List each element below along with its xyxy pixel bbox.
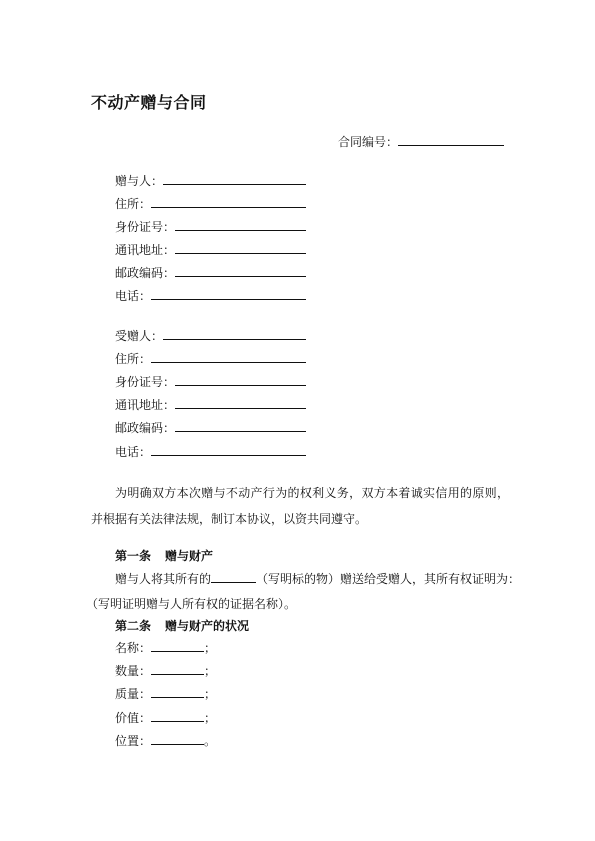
property-location-blank[interactable] bbox=[151, 733, 204, 745]
donor-phone-field bbox=[115, 288, 306, 303]
property-quantity-label: 数量： bbox=[115, 664, 152, 678]
donor-phone-blank[interactable] bbox=[151, 288, 306, 300]
donor-address-field bbox=[115, 196, 306, 211]
property-name-end: ； bbox=[204, 641, 217, 655]
property-name-field bbox=[115, 640, 216, 655]
property-value-blank[interactable] bbox=[151, 710, 204, 722]
contract-number-field bbox=[338, 133, 504, 150]
donor-phone-label: 电话： bbox=[115, 289, 152, 303]
donor-id-label: 身份证号： bbox=[115, 220, 176, 234]
donor-id-field bbox=[115, 219, 306, 234]
donee-phone-label: 电话： bbox=[115, 445, 152, 459]
property-quality-label: 质量： bbox=[115, 687, 152, 701]
article-2-heading bbox=[115, 617, 249, 634]
donee-name-blank[interactable] bbox=[163, 328, 306, 340]
donor-address-label: 住所： bbox=[115, 197, 152, 211]
donee-id-label: 身份证号： bbox=[115, 375, 176, 389]
article-1-text-before: 赠与人将其所有的 bbox=[115, 572, 212, 586]
donee-id-blank[interactable] bbox=[175, 374, 306, 386]
property-value-label: 价值： bbox=[115, 711, 152, 725]
donor-postcode-field bbox=[115, 265, 306, 280]
property-location-field bbox=[115, 733, 216, 748]
property-quality-field bbox=[115, 686, 216, 701]
article-2-title: 赠与财产的状况 bbox=[165, 619, 250, 633]
contract-number-label: 合同编号： bbox=[338, 135, 399, 149]
contract-number-blank[interactable] bbox=[398, 133, 504, 146]
property-value-field bbox=[115, 710, 216, 725]
donor-mail-address-blank[interactable] bbox=[175, 242, 306, 254]
property-name-blank[interactable] bbox=[151, 640, 204, 652]
donee-phone-blank[interactable] bbox=[151, 444, 306, 456]
donor-postcode-blank[interactable] bbox=[175, 265, 306, 277]
property-quantity-end: ； bbox=[204, 664, 217, 678]
article-1-line-1 bbox=[115, 570, 520, 587]
article-1-line-2: （写明证明赠与人所有权的证据名称）。 bbox=[86, 597, 297, 611]
donee-postcode-blank[interactable] bbox=[175, 420, 306, 432]
donee-mail-address-blank[interactable] bbox=[175, 397, 306, 409]
donee-id-field bbox=[115, 374, 306, 389]
property-quantity-field bbox=[115, 663, 216, 678]
donee-name-field bbox=[115, 328, 306, 343]
donee-address-blank[interactable] bbox=[151, 351, 306, 363]
donee-name-label: 受赠人： bbox=[115, 329, 164, 343]
donee-postcode-field bbox=[115, 420, 306, 435]
property-quantity-blank[interactable] bbox=[151, 663, 204, 675]
donee-postcode-label: 邮政编码： bbox=[115, 421, 176, 435]
donor-mail-address-label: 通讯地址： bbox=[115, 243, 176, 257]
donor-name-label: 赠与人： bbox=[115, 174, 164, 188]
donor-mail-address-field bbox=[115, 242, 306, 257]
gift-property-blank[interactable] bbox=[211, 571, 256, 583]
donee-phone-field bbox=[115, 444, 306, 459]
property-value-end: ； bbox=[204, 711, 217, 725]
article-1-number: 第一条 bbox=[115, 549, 152, 563]
article-1-heading bbox=[115, 547, 213, 564]
property-quality-end: ； bbox=[204, 687, 217, 701]
property-name-label: 名称： bbox=[115, 641, 152, 655]
donee-address-label: 住所： bbox=[115, 352, 152, 366]
donor-name-blank[interactable] bbox=[163, 173, 306, 185]
article-2-number: 第二条 bbox=[115, 619, 152, 633]
preamble-paragraph: 为明确双方本次赠与不动产行为的权利义务，双方本着诚实信用的原则，并根据有关法律法规，制订本协议，以资共同遵守。 bbox=[91, 486, 509, 526]
article-1-title: 赠与财产 bbox=[165, 549, 214, 563]
donor-postcode-label: 邮政编码： bbox=[115, 266, 176, 280]
document-title: 不动产赠与合同 bbox=[91, 93, 207, 112]
property-quality-blank[interactable] bbox=[151, 686, 204, 698]
donee-mail-address-field bbox=[115, 397, 306, 412]
donor-name-field bbox=[115, 173, 306, 188]
property-location-end: 。 bbox=[204, 734, 217, 748]
property-location-label: 位置： bbox=[115, 734, 152, 748]
article-1-text-after: （写明标的物）赠送给受赠人，其所有权证明为： bbox=[256, 572, 521, 586]
donee-address-field bbox=[115, 351, 306, 366]
donor-id-blank[interactable] bbox=[175, 219, 306, 231]
donor-address-blank[interactable] bbox=[151, 196, 306, 208]
donee-mail-address-label: 通讯地址： bbox=[115, 398, 176, 412]
